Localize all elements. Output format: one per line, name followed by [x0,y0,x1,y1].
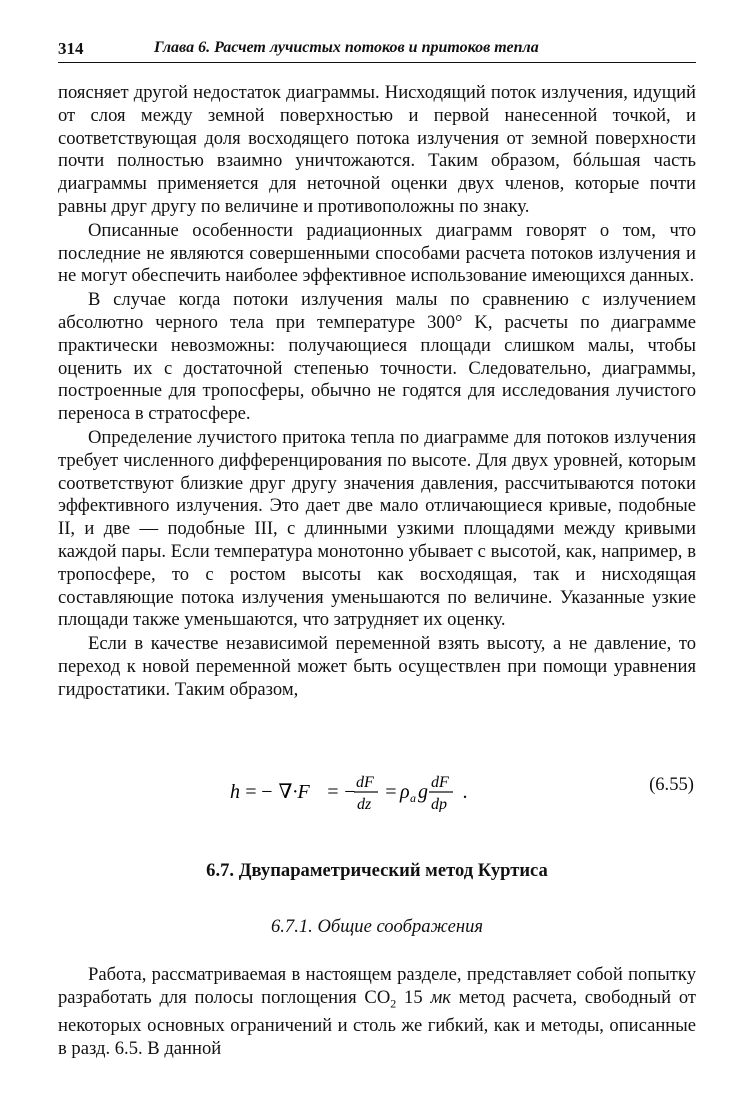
page-number: 314 [58,39,84,58]
eq-term1: − ∇·F [260,781,310,803]
svg-text:=: = [244,781,258,803]
paragraph-6 [58,964,696,1061]
equation-number: (6.55) [649,774,694,795]
co2-subscript: 2 [390,996,397,1011]
eq-term3-coef: ρ [400,781,410,803]
paragraph-4: Определение лучистого притока тепла по диаграмме для потоков излучения требует численного дифференцирования по высоте. Для двух уровней, которым соответствуют близкие друг другу значения давления, рассчитываются потоки эффективного излучения. Это дает две мало отличающиеся кривые, подобные II, и две — подобные III, с длинными узкими площадями между кривыми каждой пары. Если температура монотонно убывает с высотой, как, например, в тропосфере, то с ростом высоты как восходящая, так и нисходящая составляющие потока излучения уменьшаются по величине. Указанные узкие площади также уменьшаются, что затрудняет их оценку. [58,426,696,631]
equation-formula [230,772,560,812]
paragraph-6-part-2: 15 [396,986,431,1008]
subsection-title: 6.7.1. Общие соображения [270,916,484,937]
eq-term2-sign: − [343,781,357,803]
svg-text:=: = [384,781,398,803]
equation-6-55 [58,766,696,810]
section-title: 6.7. Двупараметрический метод Куртиса [206,860,548,881]
eq-term2-den: dz [357,796,372,812]
body-text-continued [58,964,696,1062]
svg-text:.: . [463,781,468,803]
page-header [58,36,696,63]
eq-lhs: h [230,781,240,803]
svg-text:=: = [326,781,340,803]
eq-term3-den: dp [431,796,447,812]
paragraph-5: Если в качестве независимой переменной взять высоту, а не давление, то переход к новой переменной может быть осуществлен при помощи уравнения гидростатики. Таким образом, [58,633,696,700]
micron-unit: мк [430,986,452,1008]
eq-term3-sub: a [410,791,416,805]
eq-term2-num: dF [356,774,374,791]
running-head: Глава 6. Расчет лучистых потоков и притоков тепла [154,39,539,56]
paragraph-6-part-1: Работа, рассматриваемая в настоящем разделе, представляет собой попытку разработать для полосы поглощения CO [58,964,696,1008]
eq-term3-g: g [418,781,428,803]
paragraph-1: поясняет другой недостаток диаграммы. Нисходящий поток излучения, идущий от слоя между земной поверхностью и первой нанесенной точкой, и соответствующая доля восходящего потока излучения от земной поверхности почти полностью взаимно уничтожаются. Таким образом, бóльшая часть диаграммы применяется для неточной оценки двух членов, которые почти равны друг другу по величине и противоположны по знаку. [58,82,696,217]
paragraph-3: В случае когда потоки излучения малы по сравнению с излучением абсолютно черного тела при температуре 300° K, расчеты по диаграмме практически невозможны: получающиеся площади слишком малы, чтобы оценить их с достаточной степенью точности. Следовательно, диаграммы, построенные для тропосферы, обычно не годятся для исследования лучистого переноса в стратосфере. [58,289,696,425]
paragraph-2: Описанные особенности радиационных диаграмм говорят о том, что последние не являются совершенными способами расчета потоков излучения и не могут обеспечить наиболее эффективное использование имеющихся данных. [58,219,696,287]
body-text [58,82,696,703]
eq-term3-num: dF [431,774,449,791]
paragraph-6-part-3: метод расчета, свободный от некоторых основных ограничений и столь же гибкий, как и методы, описанные в разд. 6.5. В данной [58,986,697,1060]
